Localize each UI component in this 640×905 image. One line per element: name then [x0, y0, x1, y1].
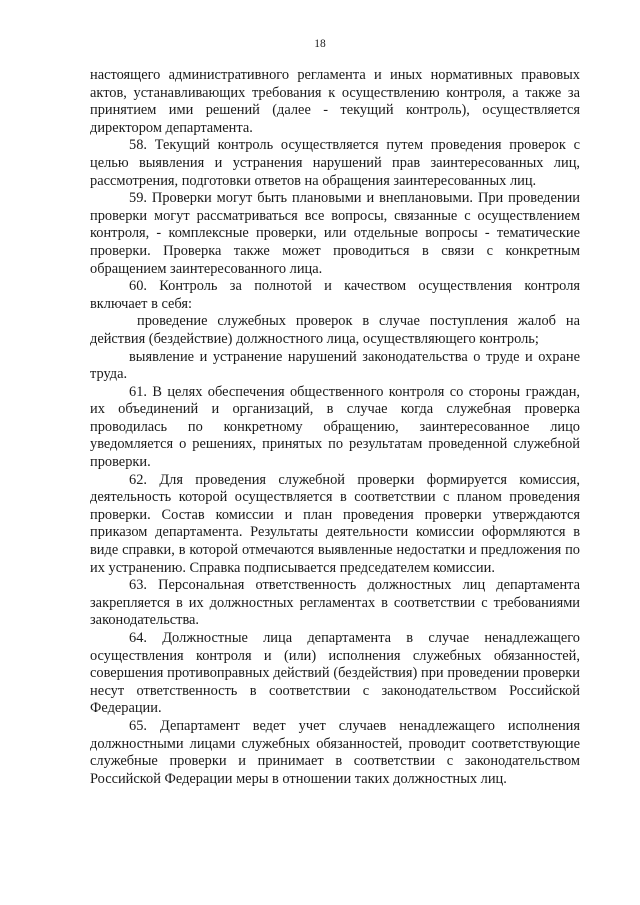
paragraph-60-item-1: проведение служебных проверок в случае поступления жалоб на действия (бездействие) должностного лица, осуществляющего контроль; — [90, 313, 580, 347]
document-body — [90, 67, 580, 788]
page-number: 18 — [314, 38, 326, 50]
paragraph-61: 61. В целях обеспечения общественного контроля со стороны граждан, их объединений и организаций, в случае когда служебная проверка проводилась по конкретному обращению, заинтересованное лицо уведомляется о решениях, принятых по результатам проведенной служебной проверки. — [90, 383, 580, 471]
paragraph-60: 60. Контроль за полнотой и качеством осуществления контроля включает в себя: — [90, 278, 580, 312]
paragraph-63: 63. Персональная ответственность должностных лиц департамента закрепляется в их должностных регламентах в соответствии с требованиями законодательства. — [90, 577, 580, 629]
paragraph-continuation: настоящего административного регламента и иных нормативных правовых актов, устанавливающих требования к осуществлению контроля, а также за принятием ими решений (далее - текущий контроль), осуществляется директором департамента. — [90, 67, 580, 136]
paragraph-58: 58. Текущий контроль осуществляется путем проведения проверок с целью выявления и устранения нарушений прав заинтересованных лиц, рассмотрения, подготовки ответов на обращения заинтересованных лиц. — [90, 137, 580, 189]
paragraph-64: 64. Должностные лица департамента в случае ненадлежащего осуществления контроля и (или) исполнения служебных обязанностей, совершения противоправных действий (бездействия) при проведении проверки несут ответственность в соответствии с законодательством Российской Федерации. — [90, 630, 580, 717]
paragraph-59: 59. Проверки могут быть плановыми и внеплановыми. При проведении проверки могут рассматриваться все вопросы, связанные с осуществлением контроля, - комплексные проверки, или отдельные вопросы - тематические проверки. Проверка также может проводиться в связи с конкретным обращением заинтересованного лица. — [90, 190, 580, 277]
paragraph-62: 62. Для проведения служебной проверки формируется комиссия, деятельность которой осуществляется в соответствии с планом проведения проверки. Состав комиссии и план проведения проверки утверждаются приказом департамента. Результаты деятельности комиссии оформляются в виде справки, в которой отмечаются выявленные недостатки и предложения по их устранению. Справка подписывается председателем комиссии. — [90, 471, 580, 576]
paragraph-65: 65. Департамент ведет учет случаев ненадлежащего исполнения должностными лицами служебных обязанностей, проводит соответствующие служебные проверки и принимает в соответствии с законодательством Российской Федерации меры в отношении таких должностных лиц. — [90, 717, 580, 787]
paragraph-60-item-2: выявление и устранение нарушений законодательства о труде и охране труда. — [90, 348, 580, 383]
